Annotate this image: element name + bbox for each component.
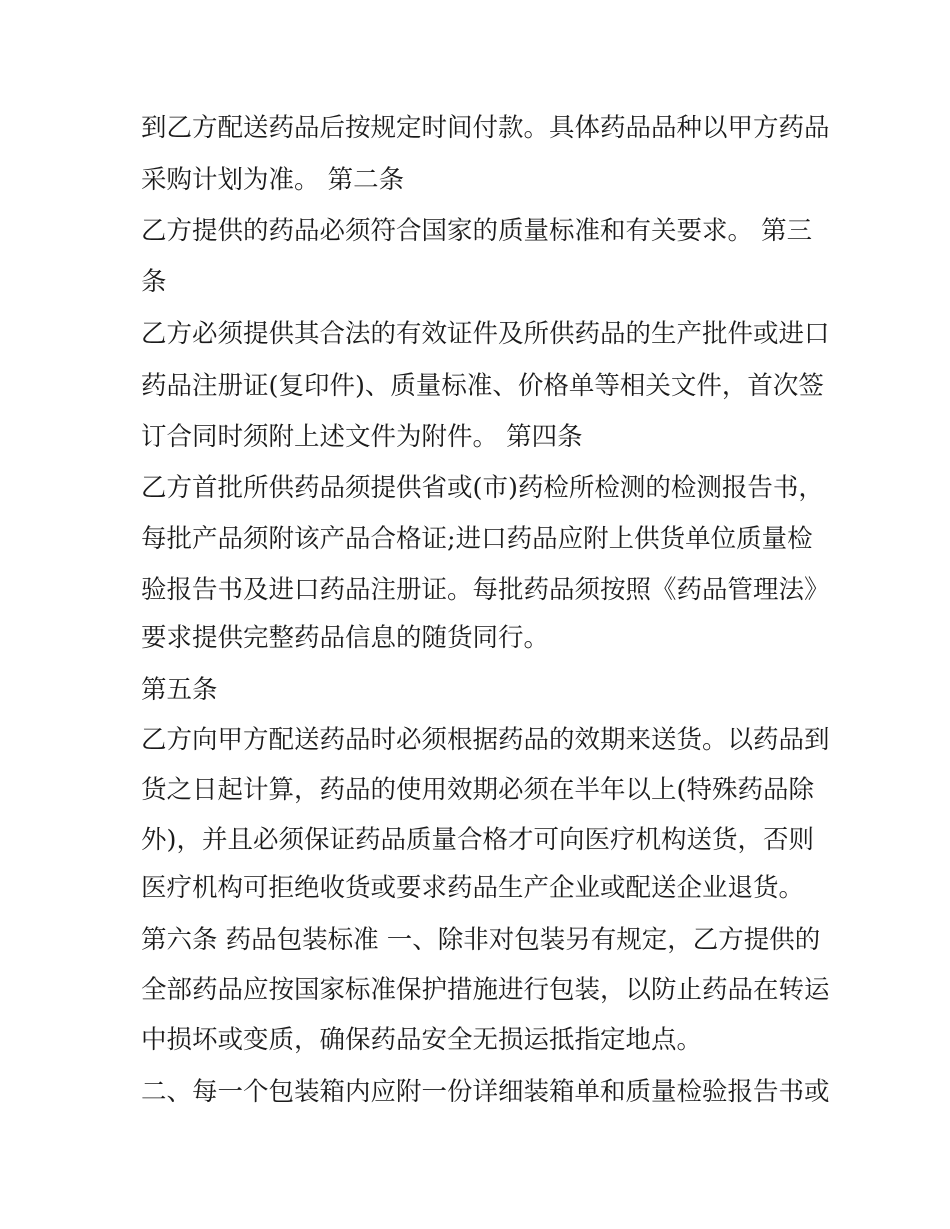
text-line: 货之日起计算，药品的使用效期必须在半年以上(特殊药品除 <box>141 775 814 805</box>
text-line: 采购计划为准。 第二条 <box>141 165 405 195</box>
text-line: 条 <box>141 267 167 297</box>
text-line: 乙方必须提供其合法的有效证件及所供药品的生产批件或进口 <box>141 319 830 349</box>
text-line: 医疗机构可拒绝收货或要求药品生产企业或配送企业退货。 <box>141 873 805 903</box>
text-line: 到乙方配送药品后按规定时间付款。具体药品品种以甲方药品 <box>141 113 830 143</box>
section-heading: 第五条 <box>141 675 218 705</box>
text-line: 全部药品应按国家标准保护措施进行包装，以防止药品在转运 <box>141 975 830 1005</box>
text-line: 外)，并且必须保证药品质量合格才可向医疗机构送货，否则 <box>141 825 814 855</box>
text-line: 第六条 药品包装标准 一、除非对包装另有规定，乙方提供的 <box>141 925 821 955</box>
text-line: 乙方首批所供药品须提供省或(市)药检所检测的检测报告书， <box>141 473 824 503</box>
text-line: 药品注册证(复印件)、质量标准、价格单等相关文件，首次签 <box>141 371 824 401</box>
text-line: 二、每一个包装箱内应附一份详细装箱单和质量检验报告书或 <box>141 1077 830 1107</box>
text-line: 乙方向甲方配送药品时必须根据药品的效期来送货。以药品到 <box>141 725 830 755</box>
text-line: 中损坏或变质，确保药品安全无损运抵指定地点。 <box>141 1025 703 1055</box>
text-line: 每批产品须附该产品合格证;进口药品应附上供货单位质量检 <box>141 524 813 554</box>
text-line: 验报告书及进口药品注册证。每批药品须按照《药品管理法》 <box>141 575 830 605</box>
text-line: 订合同时须附上述文件为附件。 第四条 <box>141 422 583 452</box>
text-line: 乙方提供的药品必须符合国家的质量标准和有关要求。 第三 <box>141 216 813 246</box>
text-line: 要求提供完整药品信息的随货同行。 <box>141 623 550 653</box>
